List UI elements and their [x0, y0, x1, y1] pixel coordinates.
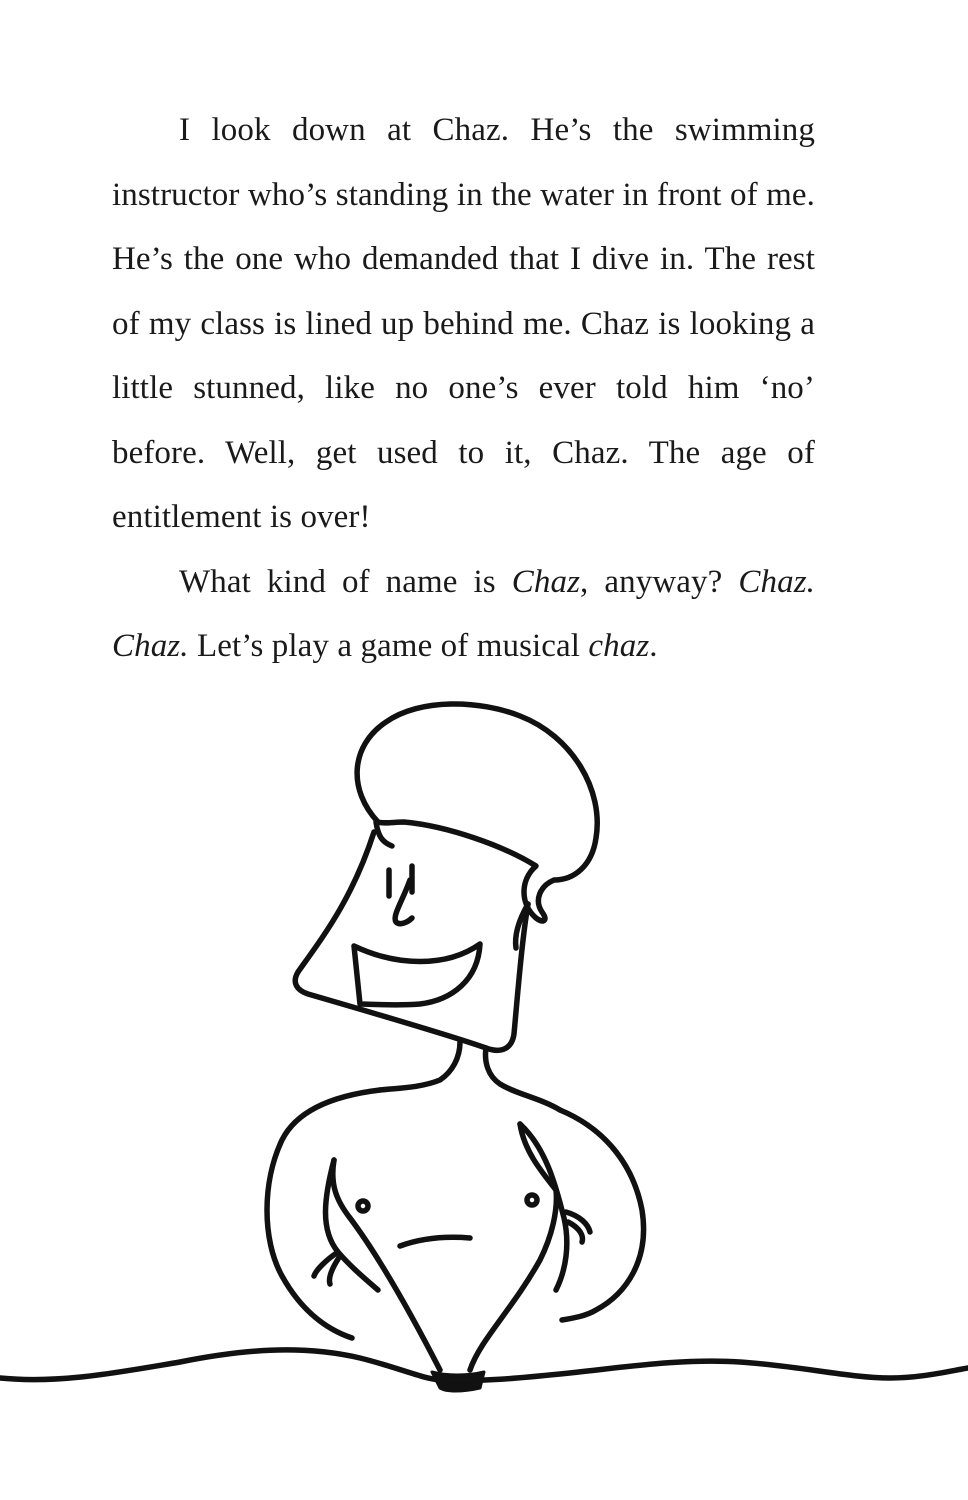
left-nipple-icon	[358, 1201, 368, 1211]
body-text	[112, 98, 815, 679]
paragraph-2-part-4: .	[649, 628, 658, 664]
neck-right-icon	[486, 1048, 560, 1110]
chaz-drawing	[0, 690, 968, 1410]
paragraph-2-part-1: What kind of name is	[179, 563, 512, 600]
paragraph-2-italic-3: chaz	[588, 628, 650, 664]
paragraph-1	[112, 98, 815, 550]
nose-icon	[395, 880, 412, 924]
paragraph-2-italic-2: Chaz. Chaz.	[112, 563, 815, 664]
left-hand-icon	[314, 1252, 340, 1284]
right-nipple-icon	[527, 1195, 537, 1205]
paragraph-1-text: I look down at Chaz. He’s the swimming instructor who’s standing in the water in front of me. He’s the one who demanded that I dive in. The rest of my class is lined up behind me. Chaz is looking a little stunned, like no one’s ever told him ‘no’ before. Well, get used to it, Chaz. The age of entitlement is over!	[112, 112, 815, 535]
mouth-icon	[354, 944, 480, 1005]
paragraph-2-italic-1: Chaz	[511, 563, 581, 600]
hair-icon	[357, 704, 597, 921]
chest-line-icon	[400, 1237, 470, 1246]
chaz-illustration	[0, 690, 968, 1410]
neck-left-icon	[380, 1042, 460, 1090]
paragraph-2-part-3: Let’s play a game of musical	[188, 628, 589, 664]
paragraph-2	[112, 550, 815, 679]
right-hand-icon	[566, 1212, 590, 1242]
paragraph-2-part-2: , anyway?	[580, 563, 739, 600]
hair-sweep	[376, 822, 392, 846]
